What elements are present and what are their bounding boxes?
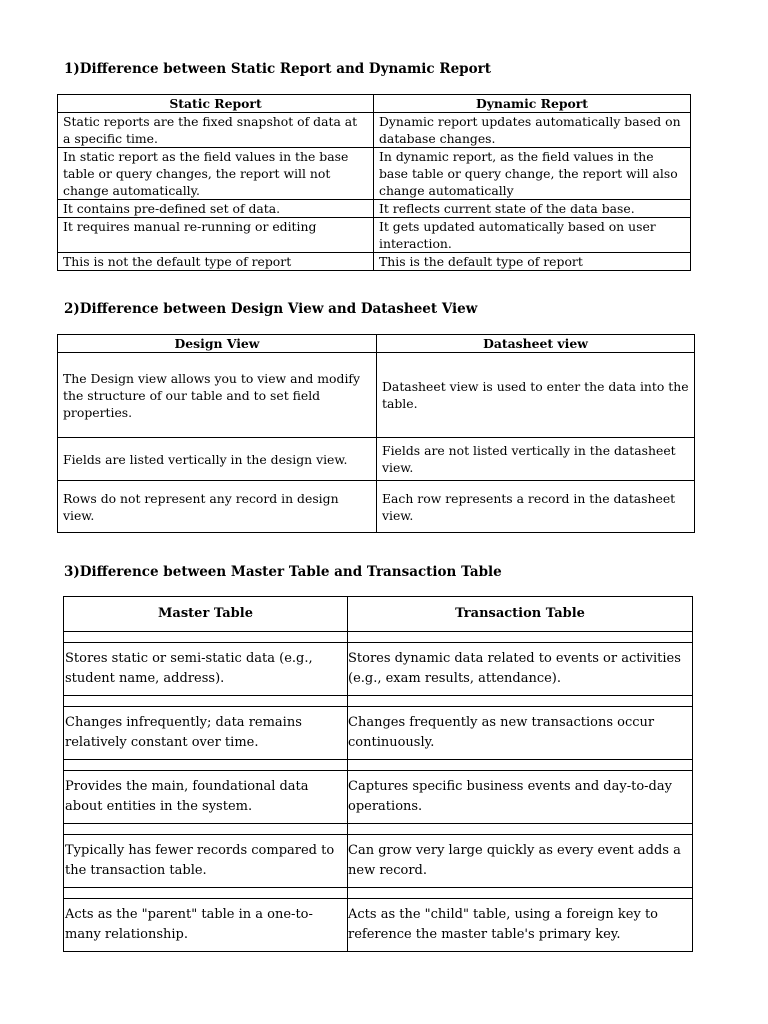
- section-3-heading: 3)Difference between Master Table and Transaction Table: [64, 564, 502, 580]
- table-row: [58, 148, 691, 200]
- table-cell: Dynamic report updates automatically based on database changes.: [374, 113, 691, 148]
- table-row: [64, 771, 693, 824]
- table-row: [58, 353, 695, 438]
- column-header: Datasheet view: [377, 335, 695, 353]
- spacer-cell: [348, 760, 693, 771]
- table-header-row: [58, 335, 695, 353]
- table-row: [58, 481, 695, 533]
- table-cell: Changes frequently as new transactions occur continuously.: [348, 707, 693, 760]
- column-header: Transaction Table: [348, 597, 693, 632]
- table-row: [58, 200, 691, 218]
- table-cell: Fields are listed vertically in the design view.: [58, 438, 377, 481]
- table-cell: It requires manual re-running or editing: [58, 218, 374, 253]
- table-cell: Typically has fewer records compared to the transaction table.: [64, 835, 348, 888]
- table-header-row: [64, 597, 693, 632]
- row-spacer: [64, 696, 693, 707]
- table-row: [58, 438, 695, 481]
- table-cell: Captures specific business events and day-to-day operations.: [348, 771, 693, 824]
- column-header: Static Report: [58, 95, 374, 113]
- spacer-cell: [348, 696, 693, 707]
- table-cell: Stores static or semi-static data (e.g., student name, address).: [64, 643, 348, 696]
- table-cell: It reflects current state of the data base.: [374, 200, 691, 218]
- spacer-cell: [348, 632, 693, 643]
- master-vs-transaction-table: [63, 596, 693, 952]
- table-cell: Acts as the "parent" table in a one-to-many relationship.: [64, 899, 348, 952]
- table-cell: In dynamic report, as the field values in the base table or query change, the report will also change automatically: [374, 148, 691, 200]
- section-2-heading: 2)Difference between Design View and Datasheet View: [64, 301, 478, 317]
- section-1-heading: 1)Difference between Static Report and Dynamic Report: [64, 61, 491, 77]
- table-cell: This is not the default type of report: [58, 253, 374, 271]
- table-cell: It gets updated automatically based on user interaction.: [374, 218, 691, 253]
- row-spacer: [64, 632, 693, 643]
- table-row: [64, 643, 693, 696]
- table-cell: Provides the main, foundational data about entities in the system.: [64, 771, 348, 824]
- spacer-cell: [348, 824, 693, 835]
- static-vs-dynamic-report-table: [57, 94, 691, 271]
- spacer-cell: [64, 824, 348, 835]
- table-cell: Changes infrequently; data remains relatively constant over time.: [64, 707, 348, 760]
- table-header-row: [58, 95, 691, 113]
- table-cell: Datasheet view is used to enter the data into the table.: [377, 353, 695, 438]
- spacer-cell: [348, 888, 693, 899]
- design-vs-datasheet-view-table: [57, 334, 695, 533]
- table-cell: Rows do not represent any record in design view.: [58, 481, 377, 533]
- table-row: [64, 899, 693, 952]
- table-row: [64, 707, 693, 760]
- spacer-cell: [64, 696, 348, 707]
- table-row: [58, 218, 691, 253]
- table-cell: Stores dynamic data related to events or activities (e.g., exam results, attendance).: [348, 643, 693, 696]
- table-cell: Acts as the "child" table, using a foreign key to reference the master table's primary key.: [348, 899, 693, 952]
- table-row: [64, 835, 693, 888]
- column-header: Design View: [58, 335, 377, 353]
- column-header: Dynamic Report: [374, 95, 691, 113]
- row-spacer: [64, 888, 693, 899]
- table-cell: Can grow very large quickly as every event adds a new record.: [348, 835, 693, 888]
- table-cell: Each row represents a record in the datasheet view.: [377, 481, 695, 533]
- column-header: Master Table: [64, 597, 348, 632]
- row-spacer: [64, 824, 693, 835]
- table-cell: Fields are not listed vertically in the datasheet view.: [377, 438, 695, 481]
- table-row: [58, 253, 691, 271]
- table-cell: In static report as the field values in the base table or query changes, the report will not change automatically.: [58, 148, 374, 200]
- table-row: [58, 113, 691, 148]
- table-cell: Static reports are the fixed snapshot of data at a specific time.: [58, 113, 374, 148]
- table-cell: It contains pre-defined set of data.: [58, 200, 374, 218]
- table-cell: This is the default type of report: [374, 253, 691, 271]
- spacer-cell: [64, 632, 348, 643]
- row-spacer: [64, 760, 693, 771]
- table-cell: The Design view allows you to view and modify the structure of our table and to set field properties.: [58, 353, 377, 438]
- spacer-cell: [64, 760, 348, 771]
- spacer-cell: [64, 888, 348, 899]
